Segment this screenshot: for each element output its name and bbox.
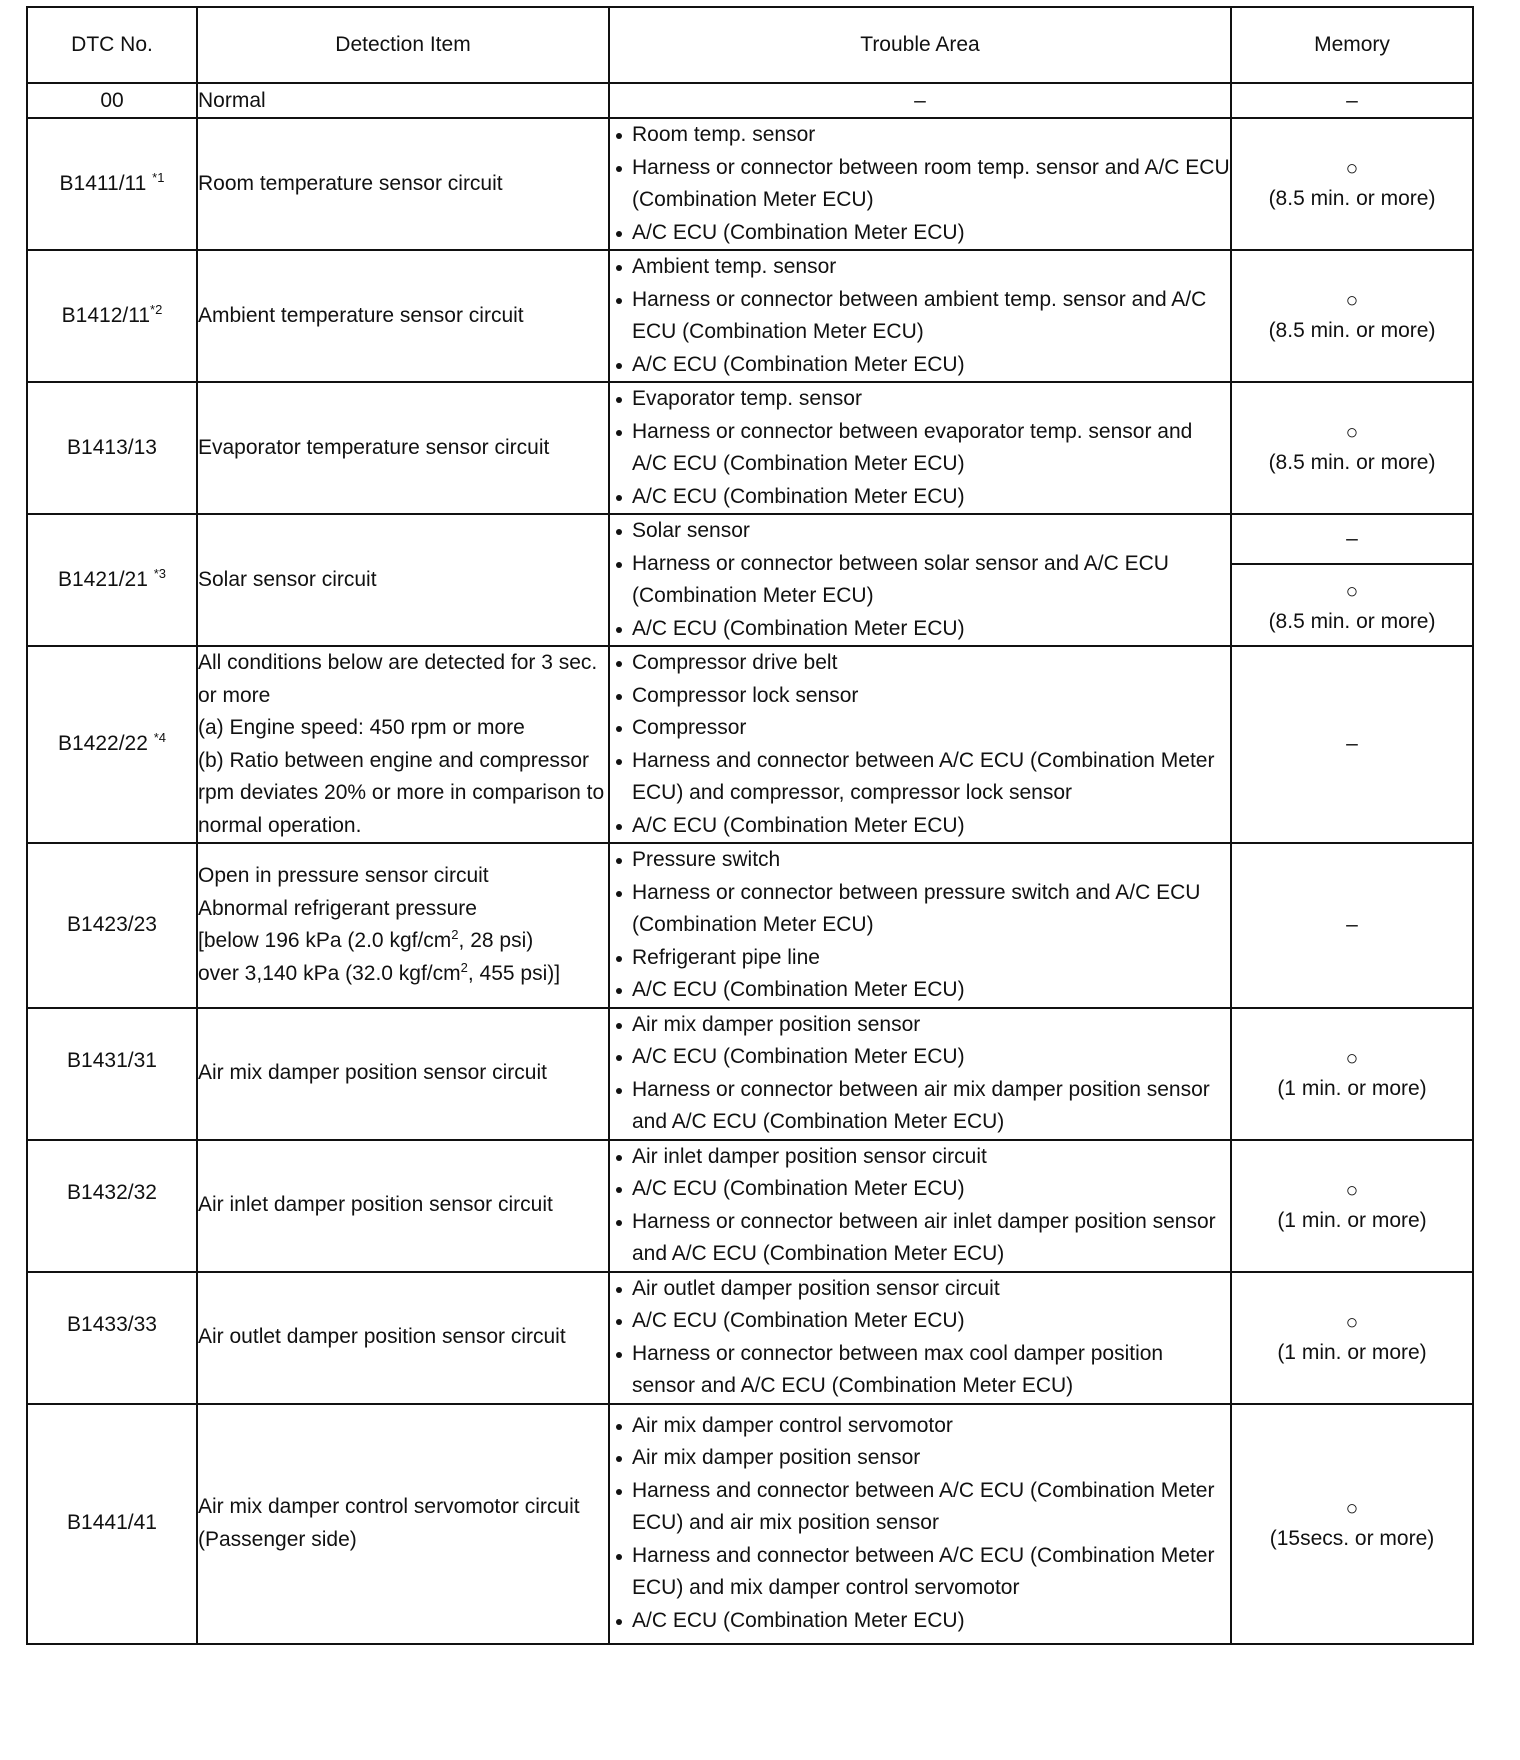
detection-item: Evaporator temperature sensor circuit — [197, 382, 609, 514]
table-row — [27, 843, 1473, 1008]
trouble-bullet: Ambient temp. sensor — [610, 251, 1230, 284]
trouble-bullet: Harness or connector between ambient temp. sensor and A/C ECU (Combination Meter ECU) — [610, 284, 1230, 349]
trouble-bullet: Air mix damper position sensor — [610, 1009, 1230, 1042]
trouble-area — [609, 118, 1231, 250]
trouble-bullet: Compressor — [610, 712, 1230, 745]
trouble-bullet: Refrigerant pipe line — [610, 942, 1230, 975]
trouble-area — [609, 843, 1231, 1008]
memory-dash: – — [1346, 88, 1358, 112]
trouble-bullet: Air mix damper position sensor — [610, 1442, 1230, 1475]
dtc-code: 00 — [27, 83, 197, 118]
trouble-bullet: Harness or connector between air mix damper position sensor and A/C ECU (Combination Meter ECU) — [610, 1074, 1230, 1139]
table-row — [27, 1404, 1473, 1644]
trouble-bullet: Harness or connector between air inlet damper position sensor and A/C ECU (Combination Meter ECU) — [610, 1206, 1230, 1271]
memory-cell — [1231, 1272, 1473, 1404]
memory-duration: (1 min. or more) — [1277, 1340, 1427, 1364]
footnote-ref: *3 — [153, 565, 167, 581]
trouble-bullet: Air outlet damper position sensor circuit — [610, 1273, 1230, 1306]
table-row — [27, 118, 1473, 250]
memory-cell — [1231, 250, 1473, 382]
trouble-area — [609, 514, 1231, 646]
dtc-code: B1433/33 — [27, 1272, 197, 1404]
memory-circle-symbol: ○ — [1345, 580, 1359, 603]
memory-circle-symbol: ○ — [1345, 289, 1359, 312]
trouble-area — [609, 382, 1231, 514]
footnote-ref: *4 — [153, 730, 167, 746]
dtc-code: B1423/23 — [27, 843, 197, 1008]
memory-bottom-cell — [1232, 565, 1472, 637]
memory-cell — [1231, 382, 1473, 514]
trouble-bullet: A/C ECU (Combination Meter ECU) — [610, 481, 1230, 514]
memory-circle-symbol: ○ — [1345, 421, 1359, 444]
footnote-ref: *2 — [150, 301, 163, 317]
pressure-range-line-1: [below 196 kPa (2.0 kgf/$cm^2$, 28 psi) — [198, 927, 534, 953]
trouble-bullet: Evaporator temp. sensor — [610, 383, 1230, 416]
memory-duration: (8.5 min. or more) — [1268, 319, 1436, 342]
memory-circle-symbol: ○ — [1345, 1310, 1359, 1334]
trouble-bullet: Room temp. sensor — [610, 119, 1230, 152]
dtc-code: B1422/22 $^{*4}$ — [27, 646, 197, 843]
detection-item: Air inlet damper position sensor circuit — [197, 1140, 609, 1272]
memory-duration: (8.5 min. or more) — [1268, 610, 1436, 633]
trouble-bullet: A/C ECU (Combination Meter ECU) — [610, 217, 1230, 250]
dtc-code: B1431/31 — [27, 1008, 197, 1140]
trouble-area — [609, 1272, 1231, 1404]
detection-item: Ambient temperature sensor circuit — [197, 250, 609, 382]
memory-cell — [1231, 843, 1473, 1008]
header-memory: Memory — [1231, 7, 1473, 83]
table-row — [27, 1140, 1473, 1272]
trouble-bullet: Harness or connector between evaporator temp. sensor and A/C ECU (Combination Meter ECU) — [610, 416, 1230, 481]
detection-item: Open in pressure sensor circuit Abnormal refrigerant pressure [below 196 kPa (2.0 kgf/$cm^2$, 28 psi) over 3,140 kPa (32.0 kgf/$cm^2$, 455 psi)] — [197, 843, 609, 1008]
memory-duration: (15secs. or more) — [1269, 1526, 1435, 1550]
memory-cell — [1231, 118, 1473, 250]
header-detection-item: Detection Item — [197, 7, 609, 83]
dtc-code: B1411/11 $^{*1}$ — [27, 118, 197, 250]
memory-cell — [1231, 1140, 1473, 1272]
trouble-bullet: Pressure switch — [610, 844, 1230, 877]
detection-item: Air mix damper position sensor circuit — [197, 1008, 609, 1140]
dtc-table — [26, 6, 1474, 1645]
detection-item: Normal — [197, 83, 609, 118]
memory-circle-symbol: ○ — [1345, 1046, 1359, 1070]
memory-dash: – — [1346, 913, 1358, 936]
trouble-bullet: Air mix damper control servomotor — [610, 1410, 1230, 1443]
table-row — [27, 646, 1473, 843]
trouble-area — [609, 1008, 1231, 1140]
trouble-bullet: A/C ECU (Combination Meter ECU) — [610, 1041, 1230, 1074]
detection-item: Solar sensor circuit — [197, 514, 609, 646]
detection-item: Air mix damper control servomotor circuit (Passenger side) — [197, 1404, 609, 1644]
trouble-area — [609, 1140, 1231, 1272]
trouble-bullet: Harness or connector between solar sensor and A/C ECU (Combination Meter ECU) — [610, 548, 1230, 613]
memory-duration: (1 min. or more) — [1277, 1076, 1427, 1100]
trouble-bullet: A/C ECU (Combination Meter ECU) — [610, 613, 1230, 646]
memory-cell — [1231, 1404, 1473, 1644]
memory-duration: (1 min. or more) — [1277, 1208, 1427, 1232]
detection-item: Room temperature sensor circuit — [197, 118, 609, 250]
table-row — [27, 514, 1473, 646]
header-trouble-area: Trouble Area — [609, 7, 1231, 83]
table-row — [27, 83, 1473, 118]
pressure-range-line-2: over 3,140 kPa (32.0 kgf/$cm^2$, 455 psi)] — [198, 959, 561, 985]
trouble-bullet: Solar sensor — [610, 515, 1230, 548]
trouble-bullet: A/C ECU (Combination Meter ECU) — [610, 974, 1230, 1007]
trouble-area — [609, 646, 1231, 843]
memory-circle-symbol: ○ — [1345, 1178, 1359, 1202]
footnote-ref: *1 — [152, 169, 165, 185]
dtc-code: B1412/11$^{*2}$ — [27, 250, 197, 382]
header-dtc-no: DTC No. — [27, 7, 197, 83]
trouble-bullet: Compressor lock sensor — [610, 680, 1230, 713]
table-row — [27, 1008, 1473, 1140]
memory-top-cell — [1232, 515, 1472, 565]
trouble-bullet: A/C ECU (Combination Meter ECU) — [610, 1605, 1230, 1638]
memory-duration: (8.5 min. or more) — [1268, 187, 1436, 210]
trouble-bullet: Harness and connector between A/C ECU (Combination Meter ECU) and air mix position sensor — [610, 1475, 1230, 1540]
memory-duration: (8.5 min. or more) — [1268, 451, 1436, 474]
trouble-bullet: Harness or connector between pressure switch and A/C ECU (Combination Meter ECU) — [610, 877, 1230, 942]
trouble-bullet: A/C ECU (Combination Meter ECU) — [610, 1173, 1230, 1206]
memory-dash: – — [1346, 527, 1358, 550]
trouble-bullet: Air inlet damper position sensor circuit — [610, 1141, 1230, 1174]
detection-item: Air outlet damper position sensor circuit — [197, 1272, 609, 1404]
dtc-code: B1432/32 — [27, 1140, 197, 1272]
memory-cell-split — [1231, 514, 1473, 646]
trouble-area — [609, 1404, 1231, 1644]
trouble-area — [609, 250, 1231, 382]
trouble-bullet: A/C ECU (Combination Meter ECU) — [610, 1305, 1230, 1338]
memory-cell — [1231, 1008, 1473, 1140]
memory-dash: – — [1346, 732, 1358, 756]
dash: – — [914, 88, 926, 112]
detection-item: All conditions below are detected for 3 sec. or more (a) Engine speed: 450 rpm or more (b) Ratio between engine and compressor rpm deviates 20% or more in comparison to normal operation. — [197, 646, 609, 843]
trouble-bullet: A/C ECU (Combination Meter ECU) — [610, 349, 1230, 382]
trouble-area — [609, 83, 1231, 118]
trouble-bullet: Compressor drive belt — [610, 647, 1230, 680]
memory-circle-symbol: ○ — [1345, 157, 1359, 180]
dtc-code: B1413/13 — [27, 382, 197, 514]
memory-cell — [1231, 646, 1473, 843]
table-row — [27, 1272, 1473, 1404]
table-row — [27, 250, 1473, 382]
trouble-bullet: Harness or connector between max cool damper position sensor and A/C ECU (Combination Meter ECU) — [610, 1338, 1230, 1403]
memory-circle-symbol: ○ — [1345, 1496, 1359, 1520]
dtc-code: B1421/21 $^{*3}$ — [27, 514, 197, 646]
dtc-code: B1441/41 — [27, 1404, 197, 1644]
table-row — [27, 382, 1473, 514]
header-row — [27, 7, 1473, 83]
trouble-bullet: Harness or connector between room temp. sensor and A/C ECU (Combination Meter ECU) — [610, 152, 1230, 217]
trouble-bullet: Harness and connector between A/C ECU (Combination Meter ECU) and compressor, compressor lock sensor — [610, 745, 1230, 810]
trouble-bullet: Harness and connector between A/C ECU (Combination Meter ECU) and mix damper control servomotor — [610, 1540, 1230, 1605]
memory-cell — [1231, 83, 1473, 118]
trouble-bullet: A/C ECU (Combination Meter ECU) — [610, 810, 1230, 843]
